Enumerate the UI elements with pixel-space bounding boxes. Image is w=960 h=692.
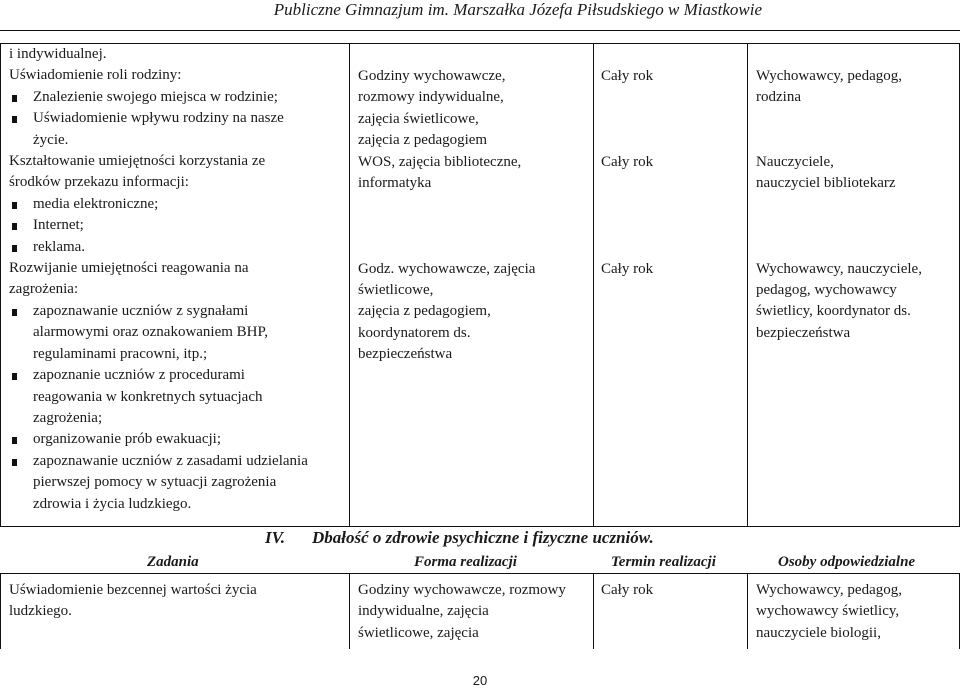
forma-block: [358, 152, 521, 195]
task-text-line: Kształtowanie umiejętności korzystania ze: [9, 153, 266, 170]
table2-col-zadania: [9, 580, 345, 623]
row2-forma-line: świetlicowe, zajęcia: [358, 624, 479, 641]
task-bullet-item: regulaminami pracowni, itp.;: [33, 345, 208, 362]
responsible-text-line: pedagog, wychowawcy: [756, 282, 897, 298]
table1-divider-3: [747, 43, 748, 527]
task-bullet-item: Uświadomienie wpływu rodziny na nasze: [9, 108, 345, 129]
table2-divider-1: [349, 573, 350, 649]
section-heading: [265, 526, 654, 550]
th-zadania: Zadania: [147, 554, 199, 570]
table1-border-left: [0, 43, 1, 527]
task-bullet-item: reklama.: [9, 237, 345, 258]
table2-border-top: [0, 573, 960, 574]
task-bullet-item: życie.: [33, 131, 69, 148]
th-termin-realizacji: Termin realizacji: [611, 554, 716, 570]
osoby-block: [756, 152, 896, 195]
forma-block: [358, 66, 505, 152]
task-bullet-item: zagrożenia;: [33, 409, 103, 426]
row2-forma-line: Godziny wychowawcze, rozmowy: [358, 582, 566, 598]
task-bullet-item: Znalezienie swojego miejsca w rodzinie;: [9, 87, 345, 108]
task-bullet-item: zdrowia i życia ludzkiego.: [33, 495, 192, 512]
term-text-line: Cały rok: [601, 153, 654, 170]
form-text-line: Godziny wychowawcze,: [358, 68, 506, 84]
table1-divider-1: [349, 43, 350, 527]
responsible-text-line: Wychowawcy, pedagog,: [756, 68, 902, 84]
task-bullet-item: organizowanie prób ewakuacji;: [9, 429, 345, 450]
section-number: IV.: [265, 528, 286, 547]
form-text-line: rozmowy indywidualne,: [358, 89, 504, 106]
table2-divider-3: [747, 573, 748, 649]
section-title: Dbałość o zdrowie psychiczne i fizyczne uczniów.: [312, 528, 654, 547]
form-text-line: informatyka: [358, 175, 432, 191]
task-bullet-item: media elektroniczne;: [9, 194, 345, 215]
form-text-line: koordynatorem ds.: [358, 324, 471, 341]
responsible-text-line: nauczyciel bibliotekarz: [756, 175, 896, 191]
row2-osoby-line: nauczyciele biologii,: [756, 624, 881, 641]
row2-osoby-line: Wychowawcy, pedagog,: [756, 582, 902, 598]
th-forma-realizacji: Forma realizacji: [414, 554, 517, 570]
table1-divider-2: [593, 43, 594, 527]
term-text-line: Cały rok: [601, 68, 654, 84]
responsible-text-line: Wychowawcy, nauczyciele,: [756, 260, 922, 277]
responsible-text-line: bezpieczeństwa: [756, 324, 851, 341]
task-text-line: środków przekazu informacji:: [9, 174, 189, 191]
termin-block: [601, 259, 653, 280]
form-text-line: bezpieczeństwa: [358, 346, 453, 363]
osoby-block: [756, 259, 922, 345]
row2-osoby-line: wychowawcy świetlicy,: [756, 603, 900, 620]
table2-divider-2: [593, 573, 594, 649]
table2-col-termin: [601, 580, 743, 601]
table2-border-left: [0, 573, 1, 649]
osoby-block: [756, 66, 902, 109]
responsible-text-line: Nauczyciele,: [756, 153, 834, 170]
row2-termin-line: Cały rok: [601, 582, 654, 598]
task-text-line: i indywidualnej.: [9, 46, 107, 62]
responsible-text-line: świetlicy, koordynator ds.: [756, 303, 911, 320]
th-osoby-odpowiedzialne: Osoby odpowiedzialne: [778, 554, 916, 570]
table2-col-forma: [358, 580, 590, 644]
row2-zadania-line: Uświadomienie bezcennej wartości życia: [9, 582, 257, 598]
table1-col-zadania: [9, 44, 345, 515]
table2-col-osoby: [756, 580, 956, 644]
task-bullet-item: reagowania w konkretnych sytuacjach: [33, 388, 263, 405]
document-header-title: Publiczne Gimnazjum im. Marszałka Józefa Piłsudskiego w Miastkowie: [273, 0, 762, 19]
task-bullet-item: zapoznawanie uczniów z zasadami udzielania: [9, 451, 345, 472]
termin-block: [601, 66, 653, 87]
term-text-line: Cały rok: [601, 260, 654, 277]
termin-block: [601, 152, 653, 173]
task-bullet-item: pierwszej pomocy w sytuacji zagrożenia: [33, 474, 277, 491]
header-rule: [0, 30, 960, 31]
task-bullet-item: alarmowymi oraz oznakowaniem BHP,: [33, 324, 268, 341]
responsible-text-line: rodzina: [756, 89, 801, 106]
row2-zadania-line: ludzkiego.: [9, 603, 72, 620]
task-text-line: zagrożenia:: [9, 281, 79, 298]
zadania-entries: [9, 44, 345, 515]
task-text-line: Uświadomienie roli rodziny:: [9, 67, 182, 84]
task-bullet-item: Internet;: [9, 215, 345, 236]
form-text-line: Godz. wychowawcze, zajęcia: [358, 260, 536, 277]
page-number: 20: [472, 673, 488, 688]
form-text-line: świetlicowe,: [358, 282, 434, 298]
form-text-line: zajęcia świetlicowe,: [358, 110, 479, 127]
forma-block: [358, 259, 535, 366]
form-text-line: WOS, zajęcia biblioteczne,: [358, 153, 522, 170]
form-text-line: zajęcia z pedagogiem: [358, 132, 488, 149]
task-text-line: Rozwijanie umiejętności reagowania na: [9, 260, 249, 277]
form-text-line: zajęcia z pedagogiem,: [358, 303, 491, 320]
task-bullet-item: zapoznawanie uczniów z sygnałami: [9, 301, 345, 322]
row2-forma-line: indywidualne, zajęcia: [358, 603, 489, 620]
task-bullet-item: zapoznanie uczniów z procedurami: [9, 365, 345, 386]
